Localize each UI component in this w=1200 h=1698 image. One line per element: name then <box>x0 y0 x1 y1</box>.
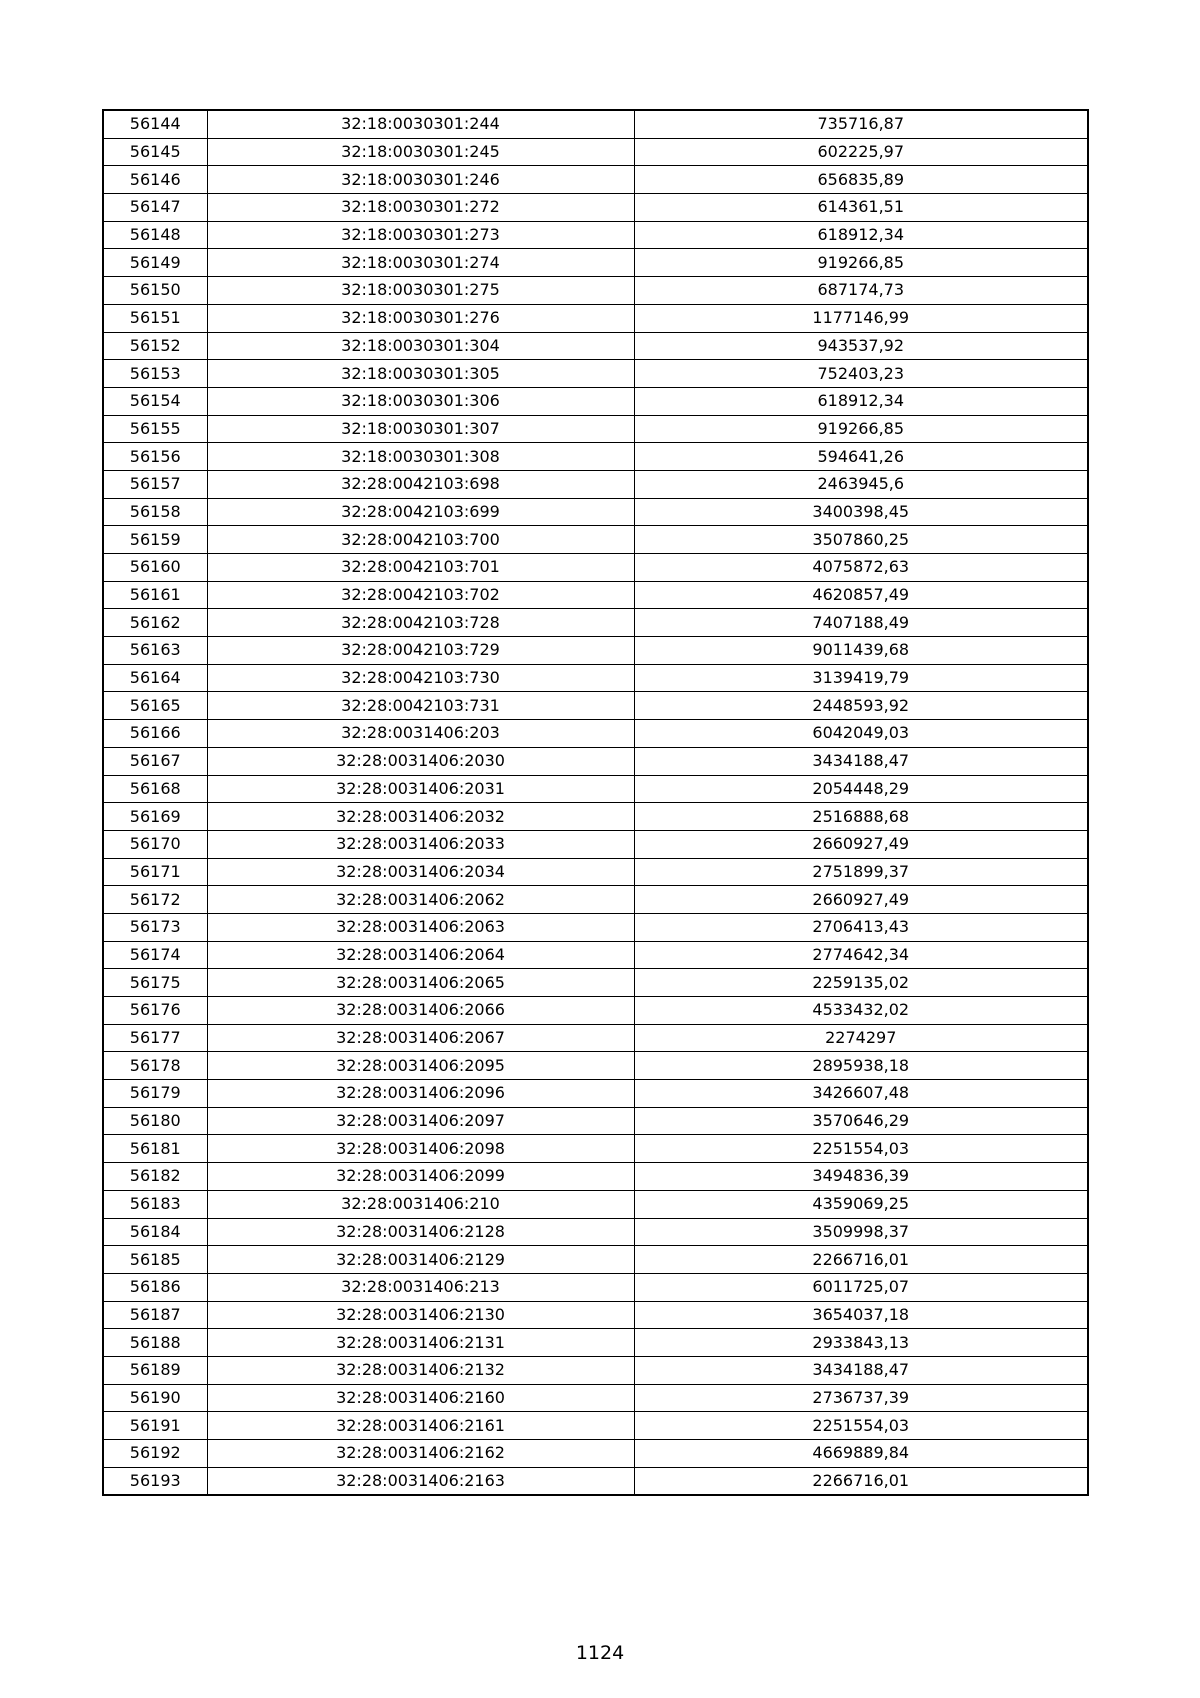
value-cell: 2251554,03 <box>634 1135 1088 1163</box>
table-row <box>103 277 1088 305</box>
value-cell: 6011725,07 <box>634 1273 1088 1301</box>
table-row <box>103 554 1088 582</box>
row-index-cell: 56170 <box>103 830 207 858</box>
value-cell: 2274297 <box>634 1024 1088 1052</box>
table-row <box>103 1329 1088 1357</box>
row-index-cell: 56154 <box>103 387 207 415</box>
value-cell: 2706413,43 <box>634 913 1088 941</box>
value-cell: 1177146,99 <box>634 304 1088 332</box>
value-cell: 656835,89 <box>634 166 1088 194</box>
cadastral-number-cell: 32:28:0031406:2129 <box>207 1246 634 1274</box>
value-cell: 2266716,01 <box>634 1467 1088 1495</box>
row-index-cell: 56163 <box>103 637 207 665</box>
cadastral-number-cell: 32:18:0030301:305 <box>207 360 634 388</box>
value-cell: 6042049,03 <box>634 720 1088 748</box>
value-cell: 618912,34 <box>634 221 1088 249</box>
table-row <box>103 221 1088 249</box>
value-cell: 9011439,68 <box>634 637 1088 665</box>
row-index-cell: 56146 <box>103 166 207 194</box>
value-cell: 2895938,18 <box>634 1052 1088 1080</box>
table-row <box>103 1218 1088 1246</box>
value-cell: 4533432,02 <box>634 997 1088 1025</box>
row-index-cell: 56187 <box>103 1301 207 1329</box>
value-cell: 943537,92 <box>634 332 1088 360</box>
value-cell: 3509998,37 <box>634 1218 1088 1246</box>
cadastral-number-cell: 32:28:0031406:2064 <box>207 941 634 969</box>
row-index-cell: 56190 <box>103 1384 207 1412</box>
cadastral-number-cell: 32:28:0031406:203 <box>207 720 634 748</box>
row-index-cell: 56171 <box>103 858 207 886</box>
row-index-cell: 56148 <box>103 221 207 249</box>
row-index-cell: 56162 <box>103 609 207 637</box>
cadastral-number-cell: 32:28:0031406:2032 <box>207 803 634 831</box>
table-row <box>103 1135 1088 1163</box>
table-row <box>103 1384 1088 1412</box>
table-row <box>103 609 1088 637</box>
row-index-cell: 56144 <box>103 110 207 138</box>
value-cell: 4620857,49 <box>634 581 1088 609</box>
table-row <box>103 1301 1088 1329</box>
table-row <box>103 803 1088 831</box>
value-cell: 4669889,84 <box>634 1440 1088 1468</box>
value-cell: 614361,51 <box>634 194 1088 222</box>
row-index-cell: 56161 <box>103 581 207 609</box>
row-index-cell: 56145 <box>103 138 207 166</box>
table-row <box>103 304 1088 332</box>
row-index-cell: 56168 <box>103 775 207 803</box>
row-index-cell: 56157 <box>103 470 207 498</box>
value-cell: 2660927,49 <box>634 886 1088 914</box>
row-index-cell: 56181 <box>103 1135 207 1163</box>
table-row <box>103 720 1088 748</box>
row-index-cell: 56173 <box>103 913 207 941</box>
table-row <box>103 1024 1088 1052</box>
value-cell: 4075872,63 <box>634 554 1088 582</box>
row-index-cell: 56193 <box>103 1467 207 1495</box>
value-cell: 4359069,25 <box>634 1190 1088 1218</box>
cadastral-number-cell: 32:28:0031406:2067 <box>207 1024 634 1052</box>
row-index-cell: 56174 <box>103 941 207 969</box>
row-index-cell: 56159 <box>103 526 207 554</box>
row-index-cell: 56165 <box>103 692 207 720</box>
table-row <box>103 637 1088 665</box>
cadastral-number-cell: 32:28:0042103:701 <box>207 554 634 582</box>
value-cell: 2774642,34 <box>634 941 1088 969</box>
table-row <box>103 166 1088 194</box>
value-cell: 2251554,03 <box>634 1412 1088 1440</box>
cadastral-number-cell: 32:28:0031406:2065 <box>207 969 634 997</box>
value-cell: 602225,97 <box>634 138 1088 166</box>
table-row <box>103 1467 1088 1495</box>
cadastral-number-cell: 32:18:0030301:275 <box>207 277 634 305</box>
row-index-cell: 56166 <box>103 720 207 748</box>
cadastral-number-cell: 32:28:0042103:728 <box>207 609 634 637</box>
table-row <box>103 775 1088 803</box>
value-cell: 752403,23 <box>634 360 1088 388</box>
cadastral-number-cell: 32:28:0031406:210 <box>207 1190 634 1218</box>
cadastral-number-cell: 32:28:0031406:2030 <box>207 747 634 775</box>
cadastral-number-cell: 32:28:0031406:2128 <box>207 1218 634 1246</box>
table-row <box>103 1440 1088 1468</box>
table-row <box>103 332 1088 360</box>
cadastral-number-cell: 32:18:0030301:244 <box>207 110 634 138</box>
cadastral-number-cell: 32:28:0031406:2097 <box>207 1107 634 1135</box>
cadastral-number-cell: 32:18:0030301:272 <box>207 194 634 222</box>
table-row <box>103 692 1088 720</box>
value-cell: 2448593,92 <box>634 692 1088 720</box>
table-row <box>103 360 1088 388</box>
row-index-cell: 56149 <box>103 249 207 277</box>
value-cell: 2054448,29 <box>634 775 1088 803</box>
row-index-cell: 56160 <box>103 554 207 582</box>
cadastral-number-cell: 32:18:0030301:306 <box>207 387 634 415</box>
value-cell: 3570646,29 <box>634 1107 1088 1135</box>
row-index-cell: 56176 <box>103 997 207 1025</box>
table-row <box>103 415 1088 443</box>
value-cell: 2463945,6 <box>634 470 1088 498</box>
row-index-cell: 56156 <box>103 443 207 471</box>
cadastral-number-cell: 32:28:0042103:731 <box>207 692 634 720</box>
row-index-cell: 56192 <box>103 1440 207 1468</box>
value-cell: 3494836,39 <box>634 1163 1088 1191</box>
cadastral-number-cell: 32:28:0042103:699 <box>207 498 634 526</box>
value-cell: 3507860,25 <box>634 526 1088 554</box>
row-index-cell: 56167 <box>103 747 207 775</box>
value-cell: 3400398,45 <box>634 498 1088 526</box>
table-row <box>103 886 1088 914</box>
value-cell: 919266,85 <box>634 249 1088 277</box>
data-table <box>102 109 1089 1496</box>
cadastral-number-cell: 32:18:0030301:273 <box>207 221 634 249</box>
cadastral-number-cell: 32:28:0042103:729 <box>207 637 634 665</box>
value-cell: 2933843,13 <box>634 1329 1088 1357</box>
cadastral-number-cell: 32:28:0031406:2062 <box>207 886 634 914</box>
cadastral-number-cell: 32:28:0031406:2031 <box>207 775 634 803</box>
value-cell: 3654037,18 <box>634 1301 1088 1329</box>
row-index-cell: 56164 <box>103 664 207 692</box>
cadastral-number-cell: 32:18:0030301:304 <box>207 332 634 360</box>
row-index-cell: 56188 <box>103 1329 207 1357</box>
row-index-cell: 56185 <box>103 1246 207 1274</box>
table-row <box>103 443 1088 471</box>
table-row <box>103 664 1088 692</box>
table-row <box>103 1273 1088 1301</box>
row-index-cell: 56183 <box>103 1190 207 1218</box>
cadastral-number-cell: 32:28:0031406:2066 <box>207 997 634 1025</box>
row-index-cell: 56155 <box>103 415 207 443</box>
row-index-cell: 56175 <box>103 969 207 997</box>
table-row <box>103 997 1088 1025</box>
cadastral-number-cell: 32:28:0031406:2033 <box>207 830 634 858</box>
value-cell: 2751899,37 <box>634 858 1088 886</box>
row-index-cell: 56153 <box>103 360 207 388</box>
cadastral-number-cell: 32:18:0030301:307 <box>207 415 634 443</box>
value-cell: 3139419,79 <box>634 664 1088 692</box>
table-row <box>103 470 1088 498</box>
cadastral-number-cell: 32:28:0031406:2161 <box>207 1412 634 1440</box>
value-cell: 2266716,01 <box>634 1246 1088 1274</box>
cadastral-number-cell: 32:18:0030301:245 <box>207 138 634 166</box>
page-number: 1124 <box>575 1642 625 1664</box>
cadastral-number-cell: 32:28:0031406:2160 <box>207 1384 634 1412</box>
table-row <box>103 1246 1088 1274</box>
table-body <box>103 110 1088 1495</box>
table-row <box>103 581 1088 609</box>
cadastral-number-cell: 32:28:0031406:2162 <box>207 1440 634 1468</box>
table-row <box>103 969 1088 997</box>
value-cell: 618912,34 <box>634 387 1088 415</box>
cadastral-number-cell: 32:18:0030301:274 <box>207 249 634 277</box>
table-row <box>103 941 1088 969</box>
cadastral-number-cell: 32:28:0042103:730 <box>207 664 634 692</box>
row-index-cell: 56152 <box>103 332 207 360</box>
cadastral-number-cell: 32:28:0031406:2096 <box>207 1080 634 1108</box>
row-index-cell: 56172 <box>103 886 207 914</box>
cadastral-number-cell: 32:28:0042103:698 <box>207 470 634 498</box>
table-row <box>103 1163 1088 1191</box>
row-index-cell: 56191 <box>103 1412 207 1440</box>
cadastral-number-cell: 32:18:0030301:276 <box>207 304 634 332</box>
row-index-cell: 56151 <box>103 304 207 332</box>
cadastral-number-cell: 32:28:0031406:2131 <box>207 1329 634 1357</box>
row-index-cell: 56184 <box>103 1218 207 1246</box>
cadastral-number-cell: 32:28:0031406:2098 <box>207 1135 634 1163</box>
table-row <box>103 526 1088 554</box>
table-row <box>103 138 1088 166</box>
table-row <box>103 387 1088 415</box>
cadastral-number-cell: 32:28:0042103:702 <box>207 581 634 609</box>
row-index-cell: 56177 <box>103 1024 207 1052</box>
row-index-cell: 56178 <box>103 1052 207 1080</box>
row-index-cell: 56189 <box>103 1356 207 1384</box>
row-index-cell: 56182 <box>103 1163 207 1191</box>
value-cell: 2259135,02 <box>634 969 1088 997</box>
cadastral-number-cell: 32:28:0042103:700 <box>207 526 634 554</box>
value-cell: 2660927,49 <box>634 830 1088 858</box>
cadastral-number-cell: 32:28:0031406:2063 <box>207 913 634 941</box>
value-cell: 7407188,49 <box>634 609 1088 637</box>
value-cell: 735716,87 <box>634 110 1088 138</box>
table-row <box>103 1107 1088 1135</box>
cadastral-number-cell: 32:28:0031406:2163 <box>207 1467 634 1495</box>
table-row <box>103 913 1088 941</box>
row-index-cell: 56158 <box>103 498 207 526</box>
cadastral-number-cell: 32:28:0031406:2034 <box>207 858 634 886</box>
row-index-cell: 56186 <box>103 1273 207 1301</box>
cadastral-number-cell: 32:18:0030301:308 <box>207 443 634 471</box>
table-row <box>103 498 1088 526</box>
table-row <box>103 194 1088 222</box>
cadastral-number-cell: 32:18:0030301:246 <box>207 166 634 194</box>
cadastral-number-cell: 32:28:0031406:213 <box>207 1273 634 1301</box>
table-row <box>103 110 1088 138</box>
row-index-cell: 56179 <box>103 1080 207 1108</box>
value-cell: 594641,26 <box>634 443 1088 471</box>
table-row <box>103 1190 1088 1218</box>
value-cell: 919266,85 <box>634 415 1088 443</box>
cadastral-number-cell: 32:28:0031406:2130 <box>207 1301 634 1329</box>
cadastral-number-cell: 32:28:0031406:2132 <box>207 1356 634 1384</box>
row-index-cell: 56147 <box>103 194 207 222</box>
row-index-cell: 56150 <box>103 277 207 305</box>
table-row <box>103 830 1088 858</box>
value-cell: 2736737,39 <box>634 1384 1088 1412</box>
table-row <box>103 1080 1088 1108</box>
table-row <box>103 1356 1088 1384</box>
table-row <box>103 1412 1088 1440</box>
row-index-cell: 56169 <box>103 803 207 831</box>
value-cell: 3426607,48 <box>634 1080 1088 1108</box>
value-cell: 2516888,68 <box>634 803 1088 831</box>
cadastral-number-cell: 32:28:0031406:2099 <box>207 1163 634 1191</box>
table-row <box>103 1052 1088 1080</box>
value-cell: 687174,73 <box>634 277 1088 305</box>
table-row <box>103 249 1088 277</box>
value-cell: 3434188,47 <box>634 747 1088 775</box>
row-index-cell: 56180 <box>103 1107 207 1135</box>
table-row <box>103 858 1088 886</box>
cadastral-number-cell: 32:28:0031406:2095 <box>207 1052 634 1080</box>
value-cell: 3434188,47 <box>634 1356 1088 1384</box>
table-row <box>103 747 1088 775</box>
